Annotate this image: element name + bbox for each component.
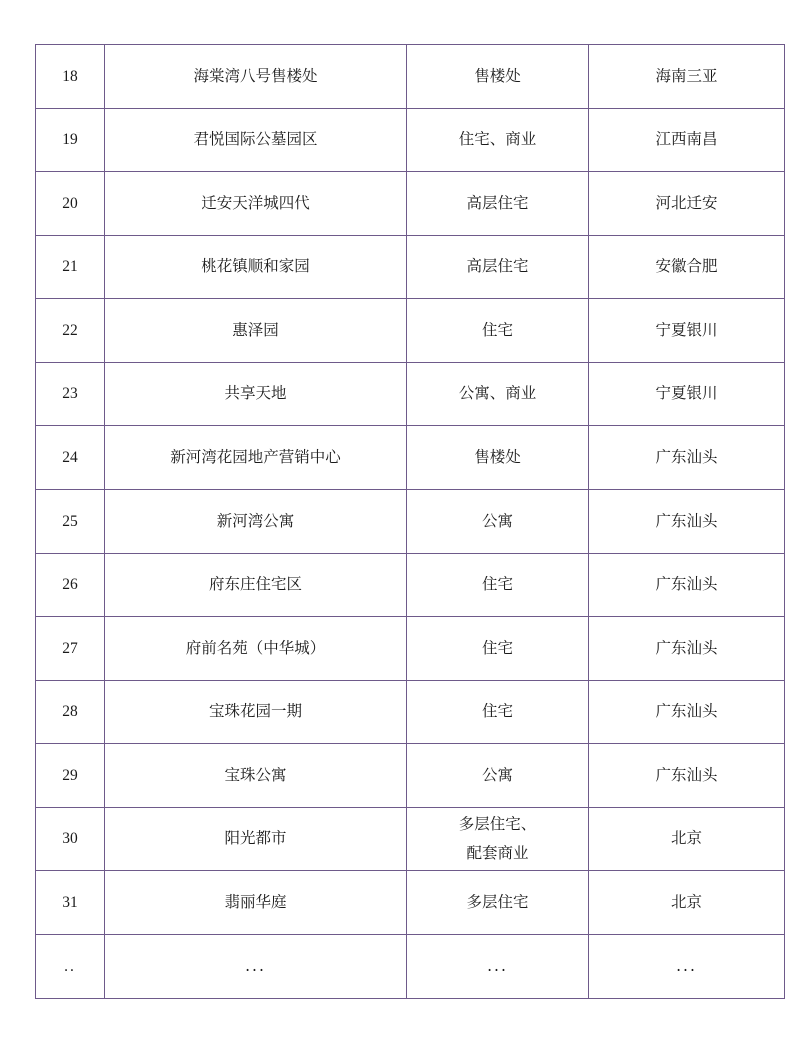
project-location: 宁夏银川 bbox=[589, 299, 785, 363]
project-type: 高层住宅 bbox=[407, 172, 589, 236]
project-type: 住宅 bbox=[407, 617, 589, 681]
project-name: ... bbox=[105, 934, 407, 998]
row-number: 20 bbox=[36, 172, 105, 236]
project-name: 惠泽园 bbox=[105, 299, 407, 363]
row-number: 21 bbox=[36, 235, 105, 299]
project-name: 迁安天洋城四代 bbox=[105, 172, 407, 236]
project-location: 广东汕头 bbox=[589, 490, 785, 554]
project-type: 高层住宅 bbox=[407, 235, 589, 299]
project-location: 安徽合肥 bbox=[589, 235, 785, 299]
project-name: 府东庄住宅区 bbox=[105, 553, 407, 617]
table-row bbox=[36, 362, 785, 426]
row-number: 23 bbox=[36, 362, 105, 426]
project-name: 阳光都市 bbox=[105, 807, 407, 871]
table-row bbox=[36, 934, 785, 998]
project-type: ... bbox=[407, 934, 589, 998]
row-number: 25 bbox=[36, 490, 105, 554]
table-row bbox=[36, 426, 785, 490]
project-type: 售楼处 bbox=[407, 426, 589, 490]
project-name: 新河湾花园地产营销中心 bbox=[105, 426, 407, 490]
project-table bbox=[35, 44, 785, 999]
row-number: 31 bbox=[36, 871, 105, 935]
project-type: 公寓 bbox=[407, 490, 589, 554]
table-row bbox=[36, 807, 785, 871]
project-location: ... bbox=[589, 934, 785, 998]
project-location: 河北迁安 bbox=[589, 172, 785, 236]
row-number: 18 bbox=[36, 45, 105, 109]
row-number: 30 bbox=[36, 807, 105, 871]
table-row bbox=[36, 108, 785, 172]
project-location: 北京 bbox=[589, 807, 785, 871]
table-row bbox=[36, 617, 785, 681]
table-row bbox=[36, 744, 785, 808]
project-type bbox=[407, 807, 589, 871]
row-number: 24 bbox=[36, 426, 105, 490]
project-location: 江西南昌 bbox=[589, 108, 785, 172]
table-row bbox=[36, 172, 785, 236]
row-number: .. bbox=[36, 934, 105, 998]
project-name: 海棠湾八号售楼处 bbox=[105, 45, 407, 109]
project-location: 广东汕头 bbox=[589, 426, 785, 490]
project-type: 住宅、商业 bbox=[407, 108, 589, 172]
table-row bbox=[36, 490, 785, 554]
project-location: 广东汕头 bbox=[589, 617, 785, 681]
project-location: 海南三亚 bbox=[589, 45, 785, 109]
table-row bbox=[36, 299, 785, 363]
row-number: 29 bbox=[36, 744, 105, 808]
project-location: 广东汕头 bbox=[589, 680, 785, 744]
row-number: 27 bbox=[36, 617, 105, 681]
table-row bbox=[36, 680, 785, 744]
project-name: 共享天地 bbox=[105, 362, 407, 426]
row-number: 22 bbox=[36, 299, 105, 363]
project-name: 君悦国际公墓园区 bbox=[105, 108, 407, 172]
project-type-line: 多层住宅、 bbox=[458, 814, 537, 833]
row-number: 26 bbox=[36, 553, 105, 617]
project-type: 公寓、商业 bbox=[407, 362, 589, 426]
project-type: 住宅 bbox=[407, 299, 589, 363]
project-location: 广东汕头 bbox=[589, 553, 785, 617]
project-name: 府前名苑（中华城） bbox=[105, 617, 407, 681]
project-type: 多层住宅 bbox=[407, 871, 589, 935]
project-location: 宁夏银川 bbox=[589, 362, 785, 426]
table-row bbox=[36, 235, 785, 299]
project-name: 桃花镇顺和家园 bbox=[105, 235, 407, 299]
project-name: 翡丽华庭 bbox=[105, 871, 407, 935]
project-type: 公寓 bbox=[407, 744, 589, 808]
table-row bbox=[36, 553, 785, 617]
project-type: 售楼处 bbox=[407, 45, 589, 109]
row-number: 19 bbox=[36, 108, 105, 172]
project-name: 宝珠花园一期 bbox=[105, 680, 407, 744]
project-type: 住宅 bbox=[407, 553, 589, 617]
project-name: 新河湾公寓 bbox=[105, 490, 407, 554]
project-name: 宝珠公寓 bbox=[105, 744, 407, 808]
table-row bbox=[36, 871, 785, 935]
row-number: 28 bbox=[36, 680, 105, 744]
project-type: 住宅 bbox=[407, 680, 589, 744]
project-location: 广东汕头 bbox=[589, 744, 785, 808]
table-row bbox=[36, 45, 785, 109]
project-type-line: 配套商业 bbox=[466, 843, 529, 862]
project-location: 北京 bbox=[589, 871, 785, 935]
